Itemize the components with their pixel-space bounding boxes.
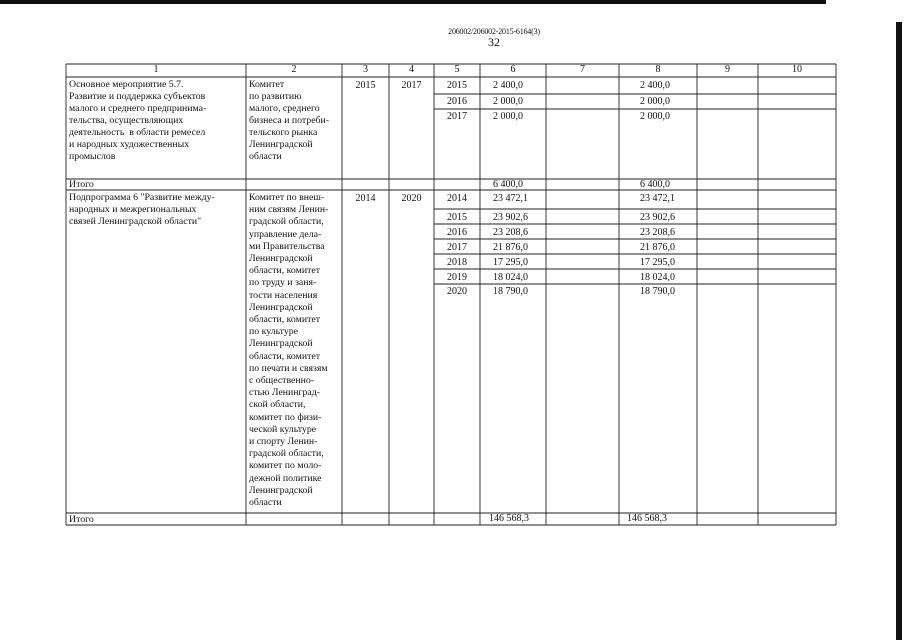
executor-line: Ленинградской bbox=[249, 253, 313, 264]
subprogram-name-line: Подпрограмма 6 "Развитие между- bbox=[69, 192, 215, 203]
amount-col8: 2 000,0 bbox=[640, 111, 670, 122]
amount-col6: 2 000,0 bbox=[493, 111, 523, 122]
year-cell: 2016 bbox=[447, 227, 467, 238]
executor-line: ним связям Ленин- bbox=[249, 204, 329, 216]
amount-col6: 21 876,0 bbox=[493, 242, 528, 253]
executor-line: комитет по моло- bbox=[249, 460, 322, 472]
column-header-3: 3 bbox=[363, 64, 368, 75]
measure-name-line: Развитие и поддержка субъектов bbox=[69, 91, 206, 102]
amount-col6: 2 000,0 bbox=[493, 96, 523, 107]
scan-right-border bbox=[896, 22, 902, 640]
amount-col8: 23 902,6 bbox=[640, 212, 675, 223]
column-header-2: 2 bbox=[291, 64, 297, 75]
total-label: Итого bbox=[69, 514, 94, 525]
executor-line: области bbox=[249, 151, 282, 162]
measure-name-line: тельства, осуществляющих bbox=[69, 115, 184, 126]
subprogram-name-line: связей Ленинградской области" bbox=[69, 216, 202, 227]
executor-line: малого, среднего bbox=[249, 103, 320, 114]
subprogram-end-year: 2020 bbox=[401, 193, 422, 204]
year-cell: 2018 bbox=[447, 257, 467, 268]
executor-line: градской области, bbox=[249, 216, 324, 228]
column-header-6: 6 bbox=[510, 64, 516, 75]
amount-col8: 17 295,0 bbox=[640, 257, 675, 268]
executor-line: дежной политике bbox=[249, 472, 322, 484]
executor-line: и спорту Ленин- bbox=[249, 436, 318, 447]
year-cell: 2015 bbox=[447, 80, 467, 91]
executor-line: Ленинградской bbox=[249, 301, 313, 313]
amount-col8: 2 000,0 bbox=[640, 96, 670, 107]
executor-line: области, комитет bbox=[249, 350, 320, 362]
executor-line: ческой культуре bbox=[249, 423, 317, 435]
year-cell: 2015 bbox=[447, 212, 467, 223]
executor-line: ской области, bbox=[249, 399, 306, 411]
document-id: 206002/206002-2015-6164(3) bbox=[448, 27, 540, 36]
column-header-7: 7 bbox=[580, 64, 585, 75]
amount-col6: 23 902,6 bbox=[493, 212, 528, 223]
amount-col6: 23 208,6 bbox=[493, 227, 528, 238]
amount-col6: 18 790,0 bbox=[493, 286, 528, 297]
executor-line: бизнеса и потреби- bbox=[249, 115, 330, 126]
year-cell: 2020 bbox=[447, 286, 467, 297]
executor-line: тельского рынка bbox=[249, 127, 318, 138]
total-col6: 6 400,0 bbox=[493, 179, 523, 190]
executor-line: Ленинградской bbox=[249, 484, 313, 496]
measure-name-line: малого и среднего предпринима- bbox=[69, 103, 207, 114]
executor-line: по развитию bbox=[249, 91, 302, 102]
year-cell: 2017 bbox=[447, 242, 467, 253]
year-cell: 2019 bbox=[447, 272, 467, 283]
amount-col8: 23 472,1 bbox=[640, 193, 675, 204]
executor-line: с общественно- bbox=[249, 375, 315, 386]
executor-line: Ленинградской bbox=[249, 338, 313, 350]
column-header-5: 5 bbox=[454, 64, 460, 75]
page-number: 32 bbox=[488, 35, 500, 49]
executor-line: комитет по физи- bbox=[249, 411, 322, 423]
total-label: Итого bbox=[69, 179, 94, 190]
amount-col8: 21 876,0 bbox=[640, 242, 675, 253]
measure-name-line: и народных художественных bbox=[69, 139, 190, 150]
year-cell: 2014 bbox=[447, 193, 467, 204]
subprogram-start-year: 2014 bbox=[355, 193, 376, 204]
total-col8: 6 400,0 bbox=[640, 179, 670, 190]
total-col8: 146 568,3 bbox=[627, 513, 667, 524]
executor-line: области bbox=[249, 497, 282, 508]
measure-name-line: деятельность в области ремесел bbox=[69, 127, 206, 138]
measure-name-line: Основное мероприятие 5.7. bbox=[69, 79, 184, 90]
executor-line: Комитет по внеш- bbox=[249, 192, 325, 203]
measure-name-line: промыслов bbox=[69, 151, 116, 162]
column-header-10: 10 bbox=[792, 64, 802, 75]
executor-line: Ленинградской bbox=[249, 139, 313, 150]
executor-line: ми Правительства bbox=[249, 240, 325, 252]
column-header-8: 8 bbox=[655, 64, 661, 75]
executor-line: по культуре bbox=[249, 326, 298, 338]
executor-line: области, комитет bbox=[249, 265, 320, 277]
amount-col8: 2 400,0 bbox=[640, 80, 670, 91]
executor-line: Комитет bbox=[249, 79, 285, 90]
scan-top-border bbox=[0, 0, 826, 4]
amount-col6: 17 295,0 bbox=[493, 257, 528, 268]
year-cell: 2017 bbox=[447, 111, 467, 122]
column-header-9: 9 bbox=[725, 64, 730, 75]
total-col6: 146 568,3 bbox=[489, 513, 529, 524]
executor-line: градской области, bbox=[249, 448, 324, 460]
executor-line: управление дела- bbox=[249, 228, 322, 240]
amount-col8: 18 024,0 bbox=[640, 272, 675, 283]
amount-col8: 23 208,6 bbox=[640, 227, 675, 238]
amount-col8: 18 790,0 bbox=[640, 286, 675, 297]
column-header-4: 4 bbox=[409, 64, 414, 75]
year-cell: 2016 bbox=[447, 96, 467, 107]
measure-start-year: 2015 bbox=[355, 80, 376, 91]
measure-end-year: 2017 bbox=[401, 80, 422, 91]
executor-line: области, комитет bbox=[249, 314, 320, 325]
amount-col6: 2 400,0 bbox=[493, 80, 523, 91]
executor-line: по печати и связям bbox=[249, 362, 328, 374]
executor-line: стью Ленинград- bbox=[249, 387, 321, 399]
amount-col6: 18 024,0 bbox=[493, 272, 528, 283]
executor-line: по труду и заня- bbox=[249, 277, 317, 289]
column-header-1: 1 bbox=[153, 64, 159, 75]
executor-line: тости населения bbox=[249, 289, 318, 301]
amount-col6: 23 472,1 bbox=[493, 193, 528, 204]
subprogram-name-line: народных и межрегиональных bbox=[69, 204, 197, 215]
